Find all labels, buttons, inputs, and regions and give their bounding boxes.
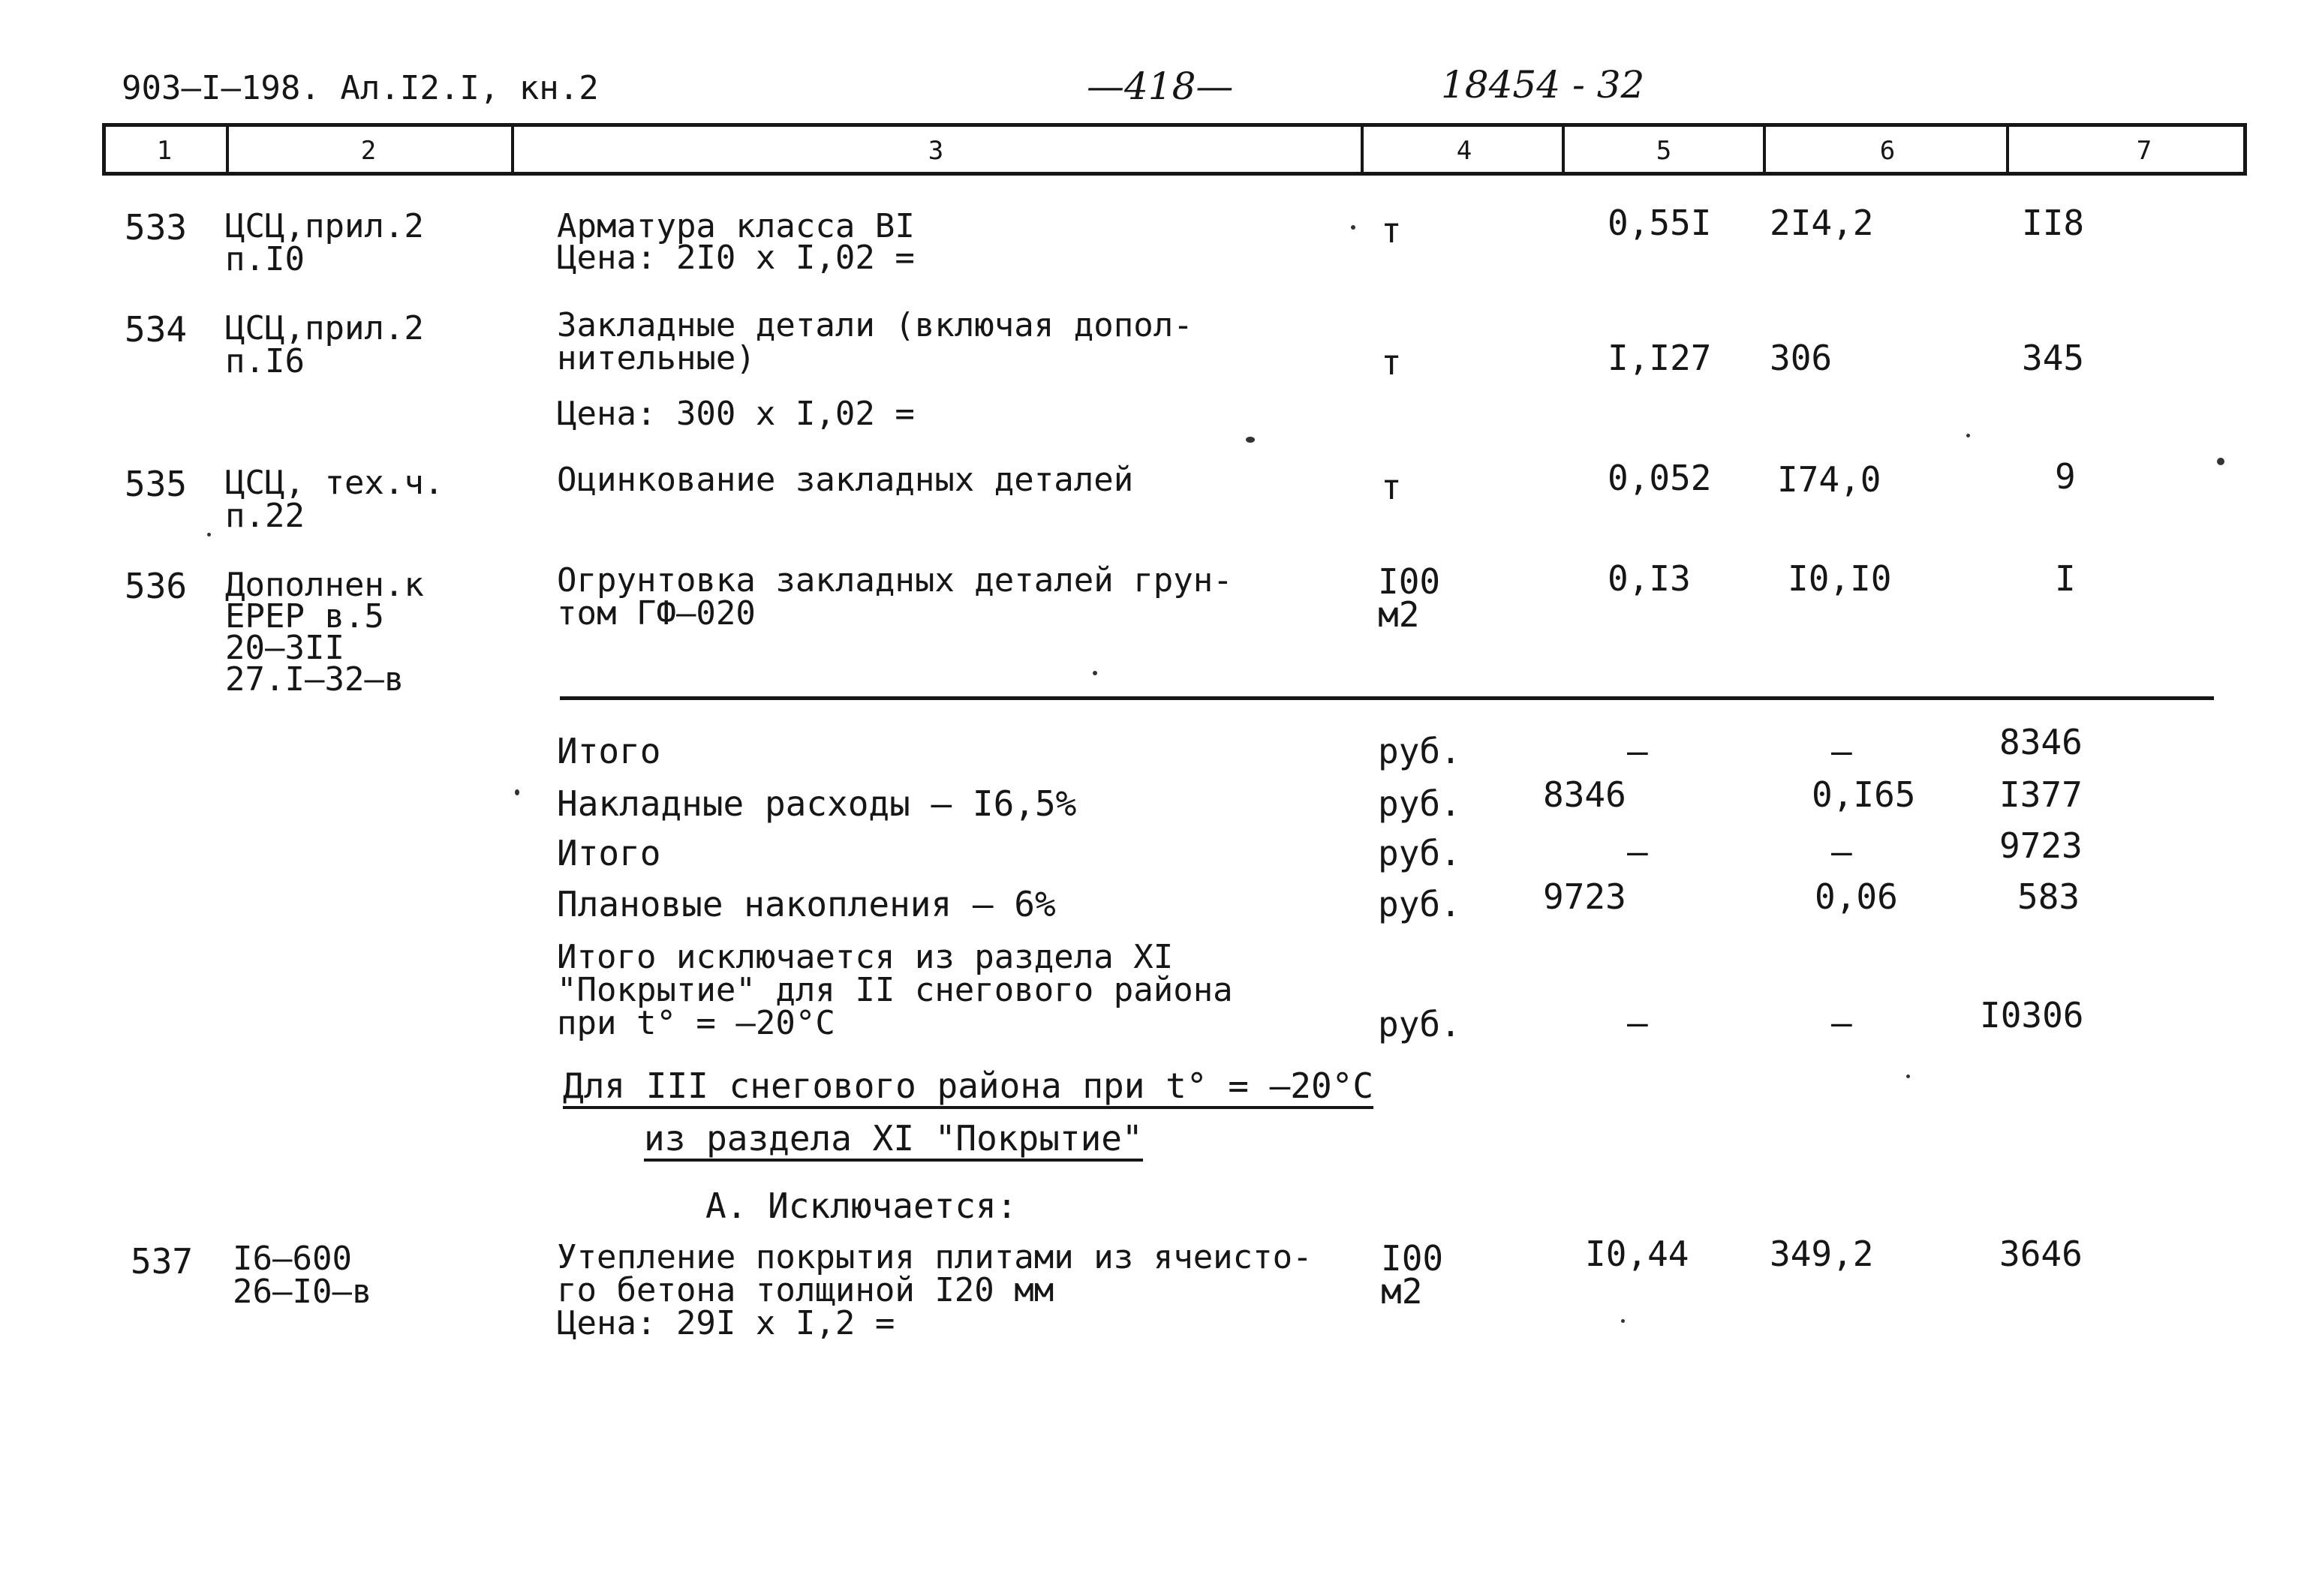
column-divider [511, 127, 514, 172]
summary-total: I377 [1999, 774, 2083, 815]
row-unit: м2 [1381, 1271, 1423, 1312]
summary-base: – [1627, 1002, 1648, 1043]
column-divider [1763, 127, 1766, 172]
section-subtitle: из раздела XI "Покрытие" [644, 1121, 1143, 1162]
row-unit: I00 [1378, 561, 1441, 602]
row-number: 534 [125, 309, 188, 350]
row-source: Дополнен.к [225, 566, 424, 604]
summary-rate: – [1831, 731, 1852, 771]
column-number: 2 [360, 136, 377, 166]
row-price: I0,I0 [1788, 558, 1892, 599]
row-quantity: I,I27 [1608, 338, 1712, 378]
page-number: —418— [1087, 65, 1234, 108]
row-total: 9 [2055, 456, 2076, 497]
column-number: 1 [156, 136, 173, 166]
section-subheading: А. Исключается: [705, 1186, 1018, 1226]
scan-speck [1093, 671, 1097, 675]
summary-total: I0306 [1980, 995, 2084, 1035]
row-price: 306 [1770, 338, 1833, 378]
summary-base: 9723 [1543, 876, 1626, 917]
scan-speck [1621, 1319, 1625, 1323]
row-source: ЦСЦ, тех.ч. [225, 464, 444, 502]
row-description: Цена: 29I x I,2 = [557, 1304, 895, 1342]
scan-speck [1906, 1075, 1910, 1078]
column-number: 5 [1656, 136, 1672, 166]
summary-label: Итого [557, 731, 661, 771]
summary-base: – [1627, 831, 1648, 872]
summary-unit: руб. [1378, 833, 1461, 873]
summary-label: при t° = –20°C [557, 1004, 835, 1042]
summary-label: Итого исключается из раздела XI [557, 938, 1174, 976]
scan-speck [1351, 225, 1355, 230]
row-source: I6–600 [233, 1240, 352, 1278]
row-total: 3646 [1999, 1234, 2083, 1274]
row-number: 536 [125, 566, 188, 606]
row-source: ЦСЦ,прил.2 [225, 309, 424, 347]
summary-label: Итого [557, 833, 661, 873]
row-number: 533 [125, 207, 188, 248]
column-number: 7 [2136, 136, 2152, 166]
row-description: Огрунтовка закладных деталей грун- [557, 561, 1233, 600]
summary-base: 8346 [1543, 774, 1626, 815]
summary-unit: руб. [1378, 731, 1461, 771]
column-divider [226, 127, 229, 172]
row-description: Утепление покрытия плитами из ячеисто- [557, 1238, 1313, 1276]
column-divider [1361, 127, 1364, 172]
summary-label: Накладные расходы – I6,5% [557, 783, 1077, 824]
summary-unit: руб. [1378, 783, 1461, 824]
section-title: Для III снегового района при t° = –20°C [563, 1069, 1373, 1109]
column-header-row [102, 123, 2247, 176]
scan-speck [207, 533, 211, 537]
row-source: 20–3II [225, 629, 344, 667]
handwritten-number: 18454 - 32 [1441, 63, 1645, 107]
row-description: Закладные детали (включая допол- [557, 306, 1193, 344]
row-total: 345 [2022, 338, 2085, 378]
row-description: Арматура класса BI [557, 207, 915, 245]
row-description: Оцинкование закладных деталей [557, 461, 1134, 499]
row-source: п.22 [225, 497, 305, 535]
row-price: I74,0 [1777, 459, 1881, 500]
row-description: Цена: 2I0 x I,02 = [557, 239, 915, 277]
summary-rate: 0,06 [1815, 876, 1898, 917]
summary-total: 9723 [1999, 825, 2083, 866]
row-quantity: 0,052 [1608, 458, 1712, 498]
row-unit: т [1381, 342, 1402, 383]
scan-speck [1246, 437, 1255, 443]
row-description: Цена: 300 x I,02 = [557, 395, 915, 433]
row-source: 27.I–32–в [225, 660, 405, 699]
row-source: 26–I0–в [233, 1273, 372, 1311]
row-source: ЕРЕР в.5 [225, 597, 384, 636]
document-code: 903–I–198. Ал.I2.I, кн.2 [122, 69, 599, 107]
row-quantity: 0,55I [1608, 203, 1712, 243]
summary-total: 8346 [1999, 722, 2083, 762]
summary-base: – [1627, 731, 1648, 771]
row-quantity: 0,I3 [1608, 558, 1691, 599]
row-source: п.I0 [225, 240, 305, 278]
summary-total: 583 [2017, 876, 2080, 917]
column-divider [2006, 127, 2009, 172]
summary-label: Плановые накопления – 6% [557, 884, 1056, 924]
scan-speck [1966, 434, 1970, 437]
row-total: II8 [2022, 203, 2085, 243]
column-divider [1562, 127, 1565, 172]
summary-label: "Покрытие" для II снегового района [557, 971, 1233, 1009]
scan-speck [2217, 458, 2224, 465]
row-unit: т [1381, 210, 1402, 251]
row-description: том ГФ–020 [557, 594, 756, 633]
row-number: 535 [125, 464, 188, 504]
column-number: 6 [1879, 136, 1896, 166]
row-unit: м2 [1378, 594, 1420, 635]
column-number: 3 [928, 136, 944, 166]
row-description: го бетона толщиной I20 мм [557, 1271, 1054, 1309]
summary-rate: – [1831, 1002, 1852, 1043]
row-number: 537 [131, 1241, 194, 1282]
scan-speck [515, 789, 519, 795]
row-price: 349,2 [1770, 1234, 1874, 1274]
summary-unit: руб. [1378, 884, 1461, 924]
summary-unit: руб. [1378, 1004, 1461, 1044]
summary-rate: 0,I65 [1812, 774, 1916, 815]
row-unit: т [1381, 467, 1402, 507]
row-price: 2I4,2 [1770, 203, 1874, 243]
row-quantity: I0,44 [1585, 1234, 1689, 1274]
row-source: ЦСЦ,прил.2 [225, 207, 424, 245]
column-number: 4 [1456, 136, 1472, 166]
row-source: п.I6 [225, 342, 305, 380]
row-unit: I00 [1381, 1238, 1444, 1279]
summary-rate: – [1831, 831, 1852, 872]
summary-divider [560, 696, 2214, 700]
row-total: I [2055, 558, 2076, 599]
row-description: нительные) [557, 339, 756, 377]
